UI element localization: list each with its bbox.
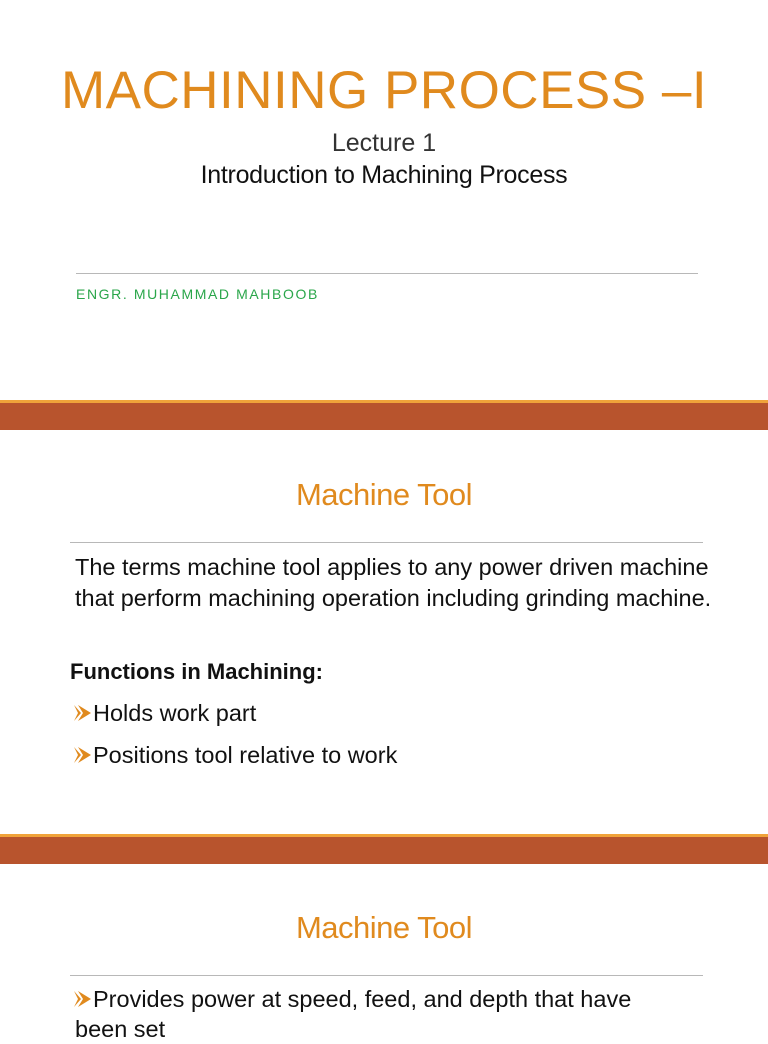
- separator-highlight: [0, 834, 768, 837]
- bullet-text: Positions tool relative to work: [93, 742, 398, 768]
- functions-heading: Functions in Machining:: [70, 659, 323, 684]
- lecture-number: Lecture 1: [331, 129, 437, 157]
- author-name: ENGR. MUHAMMAD MAHBOOB: [76, 286, 319, 302]
- slide-title: Machine Tool: [295, 910, 473, 945]
- bullet-item: [73, 984, 631, 1014]
- bullet-text: Holds work part: [93, 700, 257, 726]
- arrow-right-icon: [73, 703, 92, 723]
- title-divider-line: [76, 273, 698, 274]
- presentation-title: MACHINING PROCESS –I: [60, 61, 708, 120]
- title-slide: [0, 0, 768, 400]
- bullet-text: Provides power at speed, feed, and depth that have: [93, 986, 632, 1012]
- slide-separator-bar: [0, 400, 768, 430]
- bullet-continuation-text: been set: [75, 1016, 166, 1042]
- separator-highlight: [0, 400, 768, 403]
- definition-paragraph: The terms machine tool applies to any power driven machine that perform machining operation including grinding machine.: [75, 554, 712, 611]
- arrow-right-icon: [73, 745, 92, 765]
- arrow-right-icon: [73, 989, 92, 1009]
- slide-separator-bar: [0, 834, 768, 864]
- bullet-item: [73, 698, 256, 728]
- lecture-subtitle: Introduction to Machining Process: [200, 161, 568, 189]
- slide-title-rule: [70, 542, 703, 543]
- slide-title-rule: [70, 975, 703, 976]
- bullet-item: [73, 740, 397, 770]
- slide-title: Machine Tool: [295, 477, 473, 512]
